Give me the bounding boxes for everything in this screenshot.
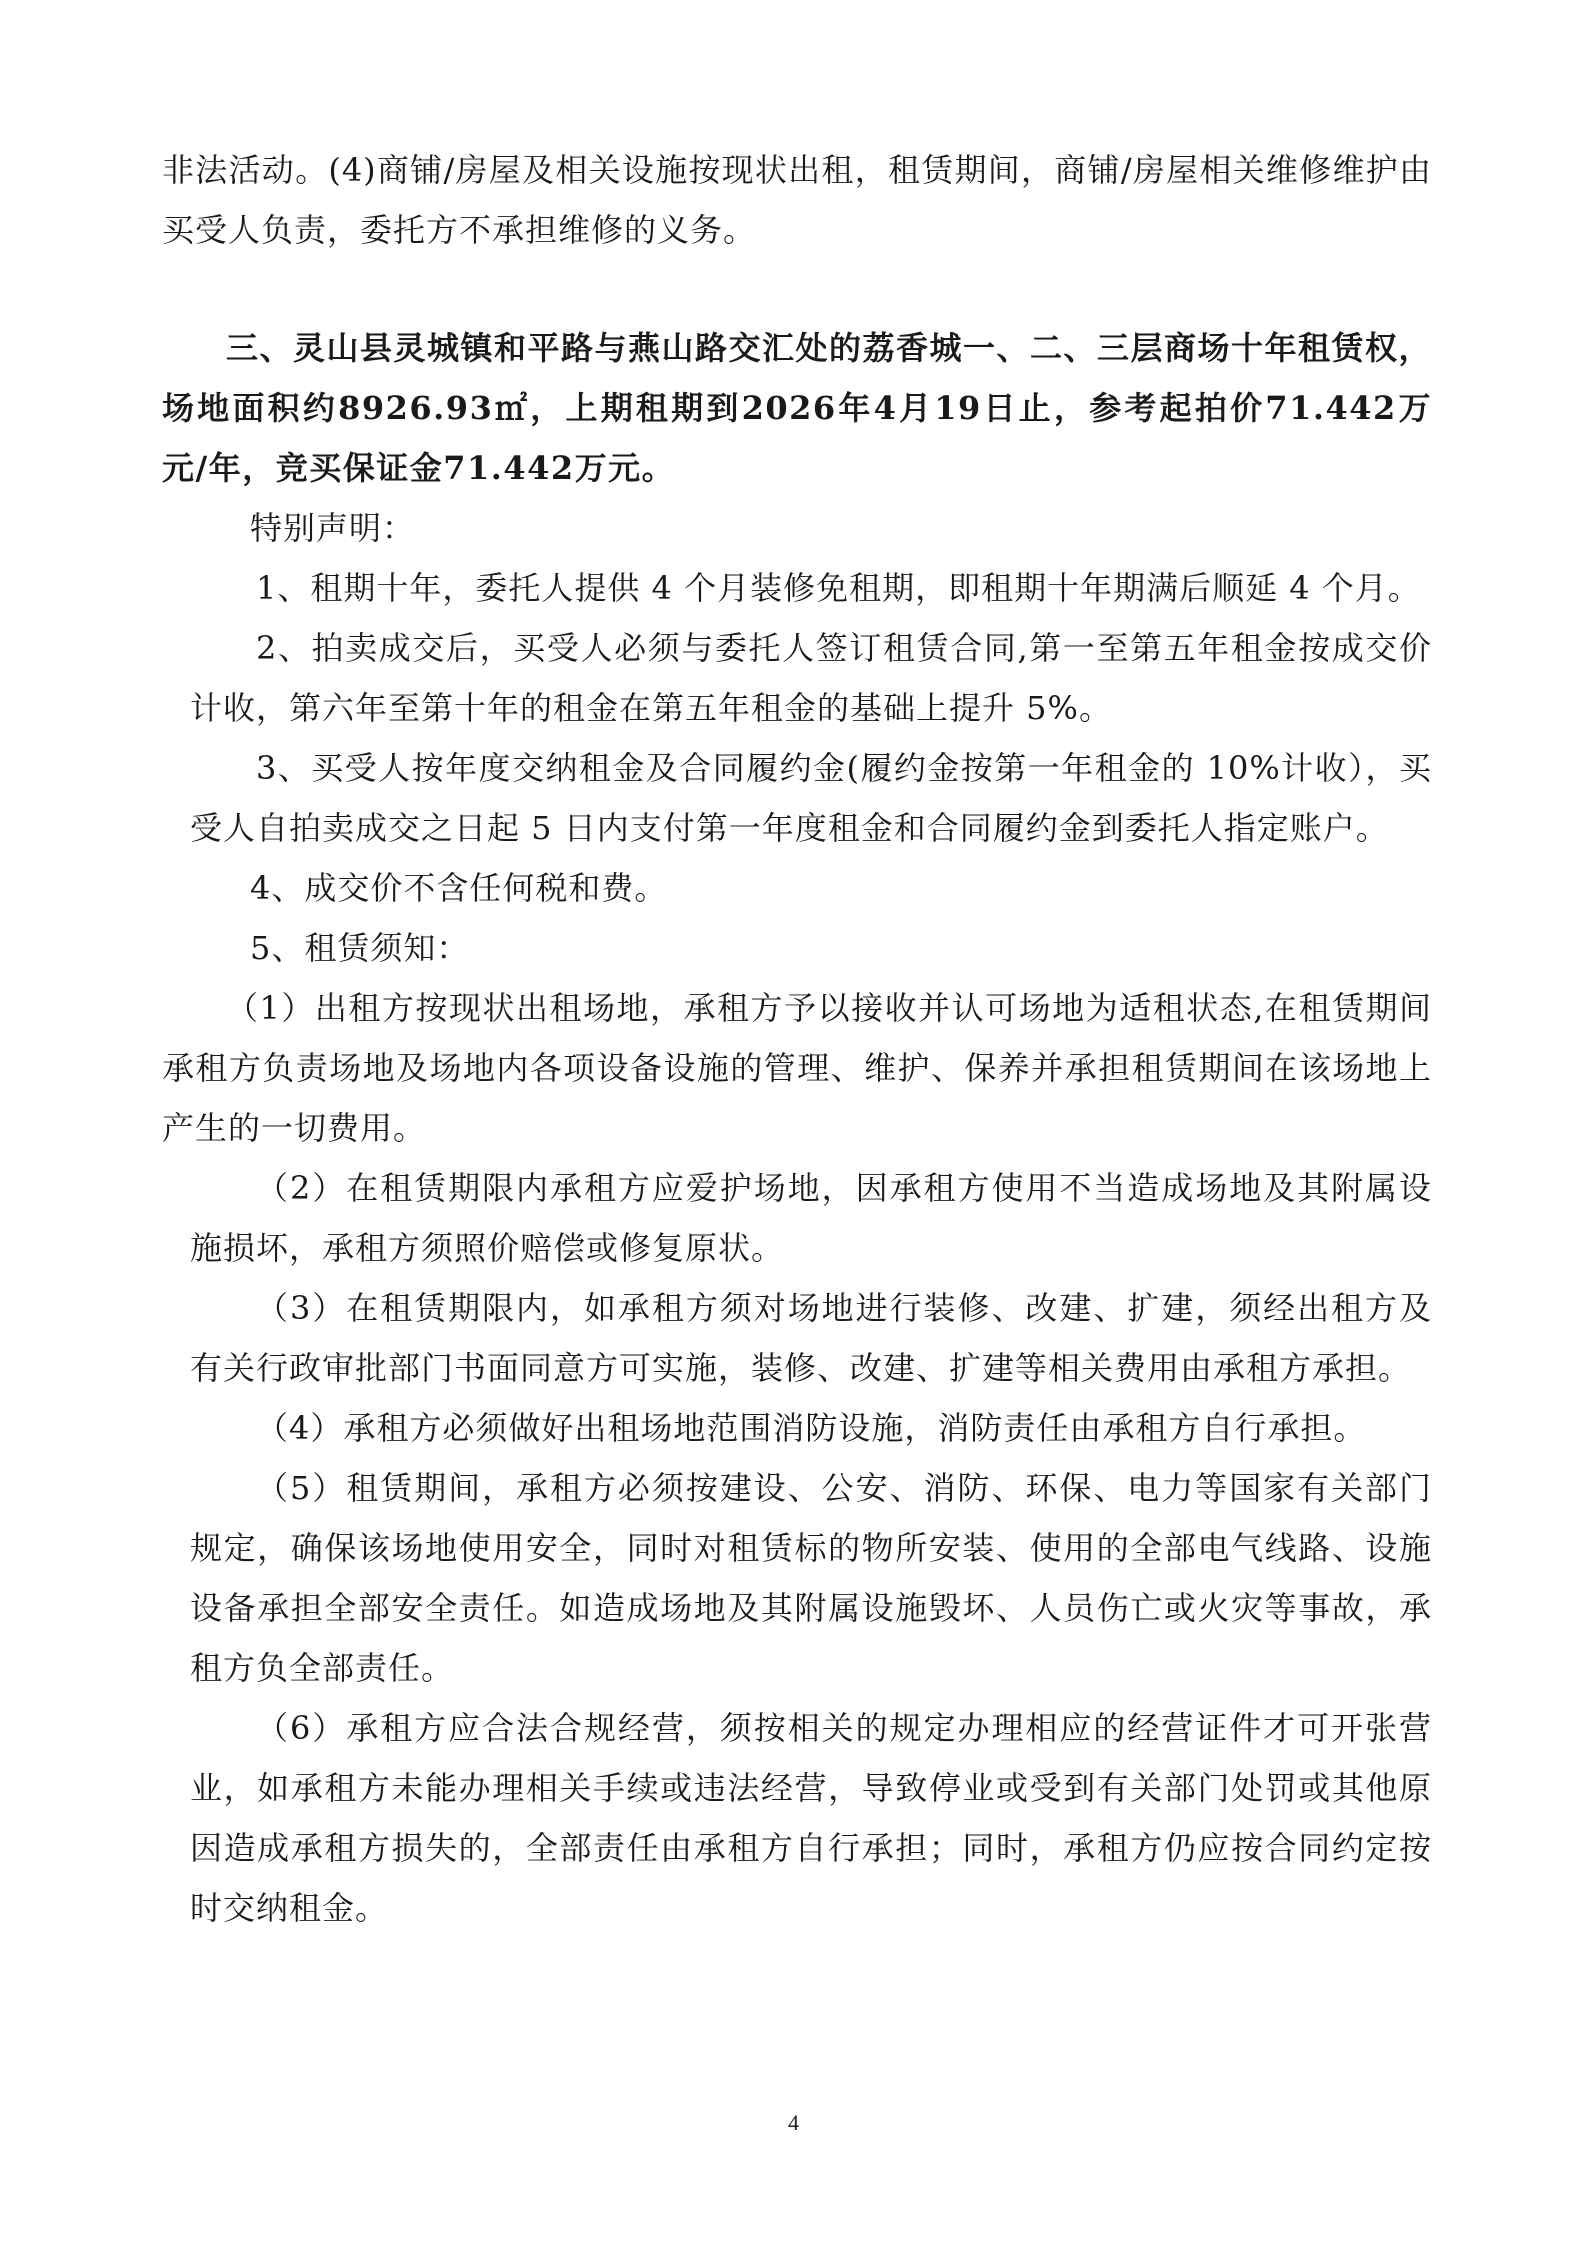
lease-notice-item-4: （4）承租方必须做好出租场地范围消防设施，消防责任由承租方自行承担。 [256, 1409, 1367, 1447]
statement-item-1: 1、租期十年，委托人提供 4 个月装修免租期，即租期十年期满后顺延 4 个月。 [256, 569, 1421, 607]
document-body [162, 140, 1432, 1938]
lease-notice-item-5: （5）租赁期间，承租方必须按建设、公安、消防、环保、电力等国家有关部门规定，确保该场地使用安全，同时对租赁标的物所安装、使用的全部电气线路、设施设备承担全部安全责任。如造成场地及其附属设施毁坏、人员伤亡或火灾等事故，承租方负全部责任。 [190, 1469, 1432, 1687]
statement-item-5: 5、租赁须知： [250, 929, 470, 967]
statement-item-3: 3、买受人按年度交纳租金及合同履约金(履约金按第一年租金的 10%计收），买受人自拍卖成交之日起 5 日内支付第一年度租金和合同履约金到委托人指定账户。 [190, 749, 1432, 847]
paragraph-continuation: 非法活动。(4)商铺/房屋及相关设施按现状出租，租赁期间，商铺/房屋相关维修维护由买受人负责，委托方不承担维修的义务。 [162, 151, 1432, 249]
page-number: 4 [788, 2110, 799, 2135]
special-statement-title: 特别声明： [250, 509, 416, 547]
statement-item-2: 2、拍卖成交后，买受人必须与委托人签订租赁合同,第一至第五年租金按成交价计收，第六年至第十年的租金在第五年租金的基础上提升 5%。 [190, 629, 1432, 727]
lease-notice-item-1: （1）出租方按现状出租场地，承租方予以接收并认可场地为适租状态,在租赁期间承租方负责场地及场地内各项设备设施的管理、维护、保养并承担租赁期间在该场地上产生的一切费用。 [162, 989, 1432, 1147]
lease-notice-item-2: （2）在租赁期限内承租方应爱护场地，因承租方使用不当造成场地及其附属设施损坏，承租方须照价赔偿或修复原状。 [190, 1169, 1432, 1267]
statement-item-4: 4、成交价不含任何税和费。 [250, 869, 668, 907]
section-three-heading: 三、灵山县灵城镇和平路与燕山路交汇处的荔香城一、二、三层商场十年租赁权，场地面积约8926.93㎡，上期租期到2026年4月19日止，参考起拍价71.442万元/年，竞买保证金71.442万元。 [162, 329, 1433, 487]
lease-notice-item-3: （3）在租赁期限内，如承租方须对场地进行装修、改建、扩建，须经出租方及有关行政审批部门书面同意方可实施，装修、改建、扩建等相关费用由承租方承担。 [190, 1289, 1432, 1387]
lease-notice-item-6: （6）承租方应合法合规经营，须按相关的规定办理相应的经营证件才可开张营业，如承租方未能办理相关手续或违法经营，导致停业或受到有关部门处罚或其他原因造成承租方损失的，全部责任由承租方自行承担；同时，承租方仍应按合同约定按时交纳租金。 [190, 1709, 1432, 1927]
